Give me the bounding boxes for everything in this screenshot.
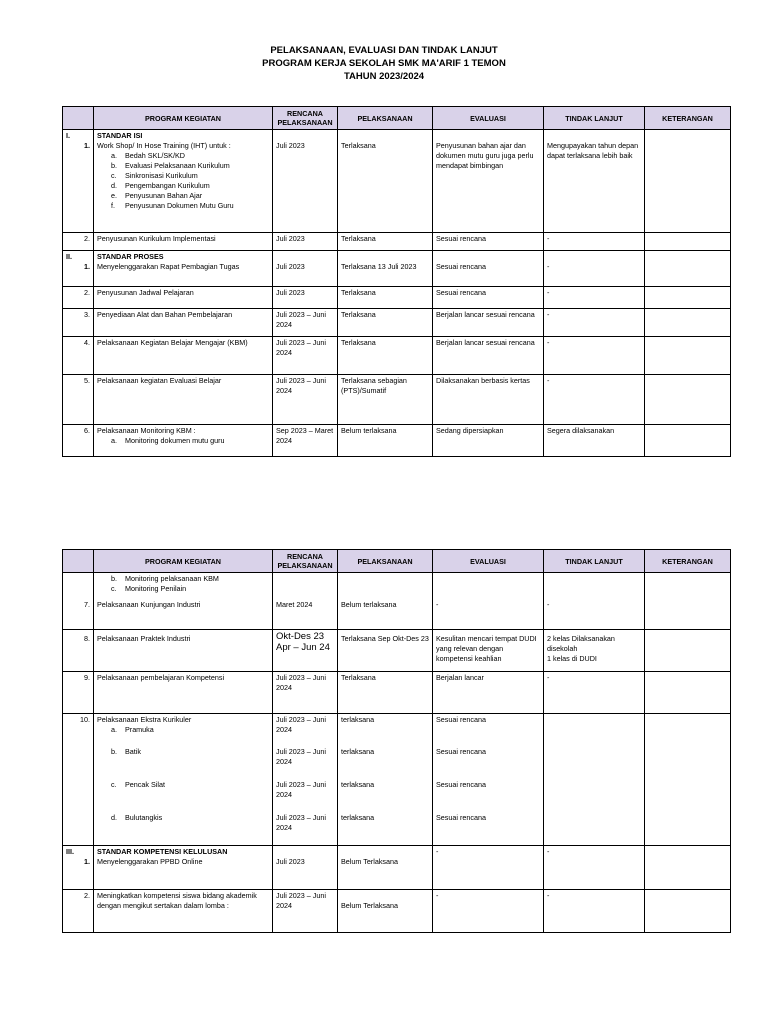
pelaksanaan-cell: Terlaksana: [338, 130, 433, 233]
keterangan-cell: [645, 375, 731, 425]
header-evaluasi: EVALUASI: [433, 550, 544, 573]
tindak-lanjut-cell: -: [544, 287, 645, 309]
header-no: [63, 550, 94, 573]
tindak-lanjut-cell: [544, 714, 645, 846]
tindak-lanjut-cell: -: [544, 672, 645, 714]
header-tindak-lanjut: TINDAK LANJUT: [544, 107, 645, 130]
row-number: 4.: [63, 337, 94, 375]
keterangan-cell: [645, 130, 731, 233]
pelaksanaan-cell: Belum Terlaksana: [338, 890, 433, 933]
program-cell: Pelaksanaan Praktek Industri: [94, 630, 273, 672]
rencana-cell: Juli 2023: [273, 233, 338, 251]
table-row: [63, 630, 731, 672]
evaluasi-cell: Kesulitan mencari tempat DUDI yang relevan dengan kompetensi keahlian: [433, 630, 544, 672]
tindak-lanjut-cell: -: [544, 337, 645, 375]
rencana-cell: Juli 2023 – Juni 2024: [273, 337, 338, 375]
header-evaluasi: EVALUASI: [433, 107, 544, 130]
row-number: 3.: [63, 309, 94, 337]
header-no: [63, 107, 94, 130]
keterangan-cell: [645, 714, 731, 846]
header-pelaksanaan: PELAKSANAAN: [338, 107, 433, 130]
rencana-cell: Juli 2023 – Juni 2024 Juli 2023 – Juni 2024 Juli 2023 – Juni 2024 Juli 2023 – Juni 2024: [273, 714, 338, 846]
evaluasi-cell: Berjalan lancar sesuai rencana: [433, 309, 544, 337]
rencana-cell: Juli 2023: [273, 287, 338, 309]
table-row: [63, 251, 731, 287]
title-line-1: PELAKSANAAN, EVALUASI DAN TINDAK LANJUT: [270, 45, 498, 56]
table-header-row: [63, 107, 731, 130]
table-row: [63, 672, 731, 714]
header-pelaksanaan: PELAKSANAAN: [338, 550, 433, 573]
row-number: 5.: [63, 375, 94, 425]
section-title: STANDAR ISI: [97, 131, 143, 140]
pelaksanaan-cell: Terlaksana Sep Okt-Des 23: [338, 630, 433, 672]
tindak-lanjut-cell: -: [544, 573, 645, 630]
row-number: 10.: [63, 714, 94, 846]
keterangan-cell: [645, 251, 731, 287]
tindak-lanjut-cell: Segera dilaksanakan: [544, 425, 645, 457]
evaluasi-cell: Sesuai rencana: [433, 251, 544, 287]
tindak-lanjut-cell: -: [544, 233, 645, 251]
header-keterangan: KETERANGAN: [645, 107, 731, 130]
keterangan-cell: [645, 846, 731, 890]
program-cell: Pelaksanaan pembelajaran Kompetensi: [94, 672, 273, 714]
tindak-lanjut-cell: -: [544, 375, 645, 425]
rencana-cell: Juli 2023: [273, 846, 338, 890]
pelaksanaan-cell: Belum terlaksana: [338, 425, 433, 457]
document-title: [0, 44, 768, 83]
keterangan-cell: [645, 337, 731, 375]
section-title: STANDAR KOMPETENSI KELULUSAN: [97, 847, 228, 856]
evaluasi-cell: Sesuai rencana Sesuai rencana Sesuai rencana Sesuai rencana: [433, 714, 544, 846]
pelaksanaan-cell: Terlaksana: [338, 233, 433, 251]
program-cell: STANDAR KOMPETENSI KELULUSAN Menyelenggarakan PPBD Online: [94, 846, 273, 890]
row-number: III. 1.: [63, 846, 94, 890]
header-rencana: RENCANA PELAKSANAAN: [273, 550, 338, 573]
pelaksanaan-cell: terlaksana terlaksana terlaksana terlaksana: [338, 714, 433, 846]
program-cell: Pelaksanaan Kegiatan Belajar Mengajar (KBM): [94, 337, 273, 375]
table-row: [63, 130, 731, 233]
table-row: [63, 287, 731, 309]
row-number: 9.: [63, 672, 94, 714]
evaluasi-cell: Berjalan lancar: [433, 672, 544, 714]
keterangan-cell: [645, 287, 731, 309]
row-number: 2.: [63, 287, 94, 309]
program-cell: STANDAR PROSES Menyelenggarakan Rapat Pembagian Tugas: [94, 251, 273, 287]
keterangan-cell: [645, 573, 731, 630]
rencana-cell: Juli 2023: [273, 251, 338, 287]
program-cell: Pelaksanaan Ekstra Kurikuler a. Pramuka b. Batik c. Pencak Silat d. Bulutangkis: [94, 714, 273, 846]
program-cell: Penyediaan Alat dan Bahan Pembelajaran: [94, 309, 273, 337]
keterangan-cell: [645, 425, 731, 457]
pelaksanaan-cell: Terlaksana: [338, 309, 433, 337]
section-title: STANDAR PROSES: [97, 252, 164, 261]
keterangan-cell: [645, 233, 731, 251]
rencana-cell: Juli 2023 – Juni 2024: [273, 309, 338, 337]
rencana-cell: Juli 2023 – Juni 2024: [273, 890, 338, 933]
row-number: 6.: [63, 425, 94, 457]
tindak-lanjut-cell: -: [544, 846, 645, 890]
keterangan-cell: [645, 309, 731, 337]
title-line-3: TAHUN 2023/2024: [343, 71, 425, 82]
keterangan-cell: [645, 672, 731, 714]
table-row: [63, 573, 731, 630]
evaluasi-cell: -: [433, 890, 544, 933]
tindak-lanjut-cell: Mengupayakan tahun depan dapat terlaksana lebih baik: [544, 130, 645, 233]
program-table-page-1: [62, 106, 731, 457]
tindak-lanjut-cell: -: [544, 251, 645, 287]
evaluasi-cell: Berjalan lancar sesuai rencana: [433, 337, 544, 375]
rencana-cell: Juli 2023: [273, 130, 338, 233]
rencana-cell: Maret 2024: [273, 573, 338, 630]
program-cell: Pelaksanaan Monitoring KBM : a. Monitoring dokumen mutu guru: [94, 425, 273, 457]
evaluasi-cell: Sedang dipersiapkan: [433, 425, 544, 457]
program-cell: STANDAR ISI Work Shop/ In Hose Training (IHT) untuk : a. Bedah SKL/SK/KD b. Evaluasi Pelaksanaan Kurikulum c. Sinkronisasi Kurikulum d. Pengembangan Kurikulum e. Penyusunan Bahan Ajar f. Penyusunan Dokumen Mutu Guru: [94, 130, 273, 233]
header-tindak-lanjut: TINDAK LANJUT: [544, 550, 645, 573]
evaluasi-cell: -: [433, 573, 544, 630]
row-number: I. 1.: [63, 130, 94, 233]
table-row: [63, 846, 731, 890]
pelaksanaan-cell: Terlaksana sebagian (PTS)/Sumatif: [338, 375, 433, 425]
program-cell: Penyusunan Jadwal Pelajaran: [94, 287, 273, 309]
evaluasi-cell: Sesuai rencana: [433, 287, 544, 309]
program-cell: Pelaksanaan kegiatan Evaluasi Belajar: [94, 375, 273, 425]
table-row: [63, 425, 731, 457]
keterangan-cell: [645, 630, 731, 672]
tindak-lanjut-cell: -: [544, 309, 645, 337]
evaluasi-cell: Sesuai rencana: [433, 233, 544, 251]
header-rencana: RENCANA PELAKSANAAN: [273, 107, 338, 130]
row-number: 7.: [63, 573, 94, 630]
header-keterangan: KETERANGAN: [645, 550, 731, 573]
row-number: II. 1.: [63, 251, 94, 287]
program-cell: Penyusunan Kurikulum Implementasi: [94, 233, 273, 251]
evaluasi-cell: Dilaksanakan berbasis kertas: [433, 375, 544, 425]
row-number: 2.: [63, 233, 94, 251]
row-number: 2.: [63, 890, 94, 933]
row-number: 8.: [63, 630, 94, 672]
table-header-row: [63, 550, 731, 573]
program-table-page-2: [62, 549, 731, 933]
table-row: [63, 375, 731, 425]
rencana-cell: Okt-Des 23 Apr – Jun 24: [273, 630, 338, 672]
table-row: [63, 309, 731, 337]
table-row: [63, 714, 731, 846]
title-line-2: PROGRAM KERJA SEKOLAH SMK MA'ARIF 1 TEMON: [262, 58, 506, 69]
pelaksanaan-cell: Terlaksana 13 Juli 2023: [338, 251, 433, 287]
program-cell: b. Monitoring pelaksanaan KBM c. Monitoring Penilain Pelaksanaan Kunjungan Industri: [94, 573, 273, 630]
table-row: [63, 337, 731, 375]
keterangan-cell: [645, 890, 731, 933]
tindak-lanjut-cell: -: [544, 890, 645, 933]
table-row: [63, 233, 731, 251]
header-program: PROGRAM KEGIATAN: [94, 550, 273, 573]
tindak-lanjut-cell: 2 kelas Dilaksanakan disekolah 1 kelas di DUDI: [544, 630, 645, 672]
table-row: [63, 890, 731, 933]
pelaksanaan-cell: Terlaksana: [338, 337, 433, 375]
header-program: PROGRAM KEGIATAN: [94, 107, 273, 130]
rencana-cell: Sep 2023 – Maret 2024: [273, 425, 338, 457]
evaluasi-cell: Penyusunan bahan ajar dan dokumen mutu guru juga perlu mendapat bimbingan: [433, 130, 544, 233]
pelaksanaan-cell: Belum terlaksana: [338, 573, 433, 630]
rencana-cell: Juli 2023 – Juni 2024: [273, 672, 338, 714]
pelaksanaan-cell: Terlaksana: [338, 672, 433, 714]
program-cell: Meningkatkan kompetensi siswa bidang akademik dengan mengikut sertakan dalam lomba :: [94, 890, 273, 933]
evaluasi-cell: -: [433, 846, 544, 890]
pelaksanaan-cell: Terlaksana: [338, 287, 433, 309]
rencana-cell: Juli 2023 – Juni 2024: [273, 375, 338, 425]
pelaksanaan-cell: Belum Terlaksana: [338, 846, 433, 890]
